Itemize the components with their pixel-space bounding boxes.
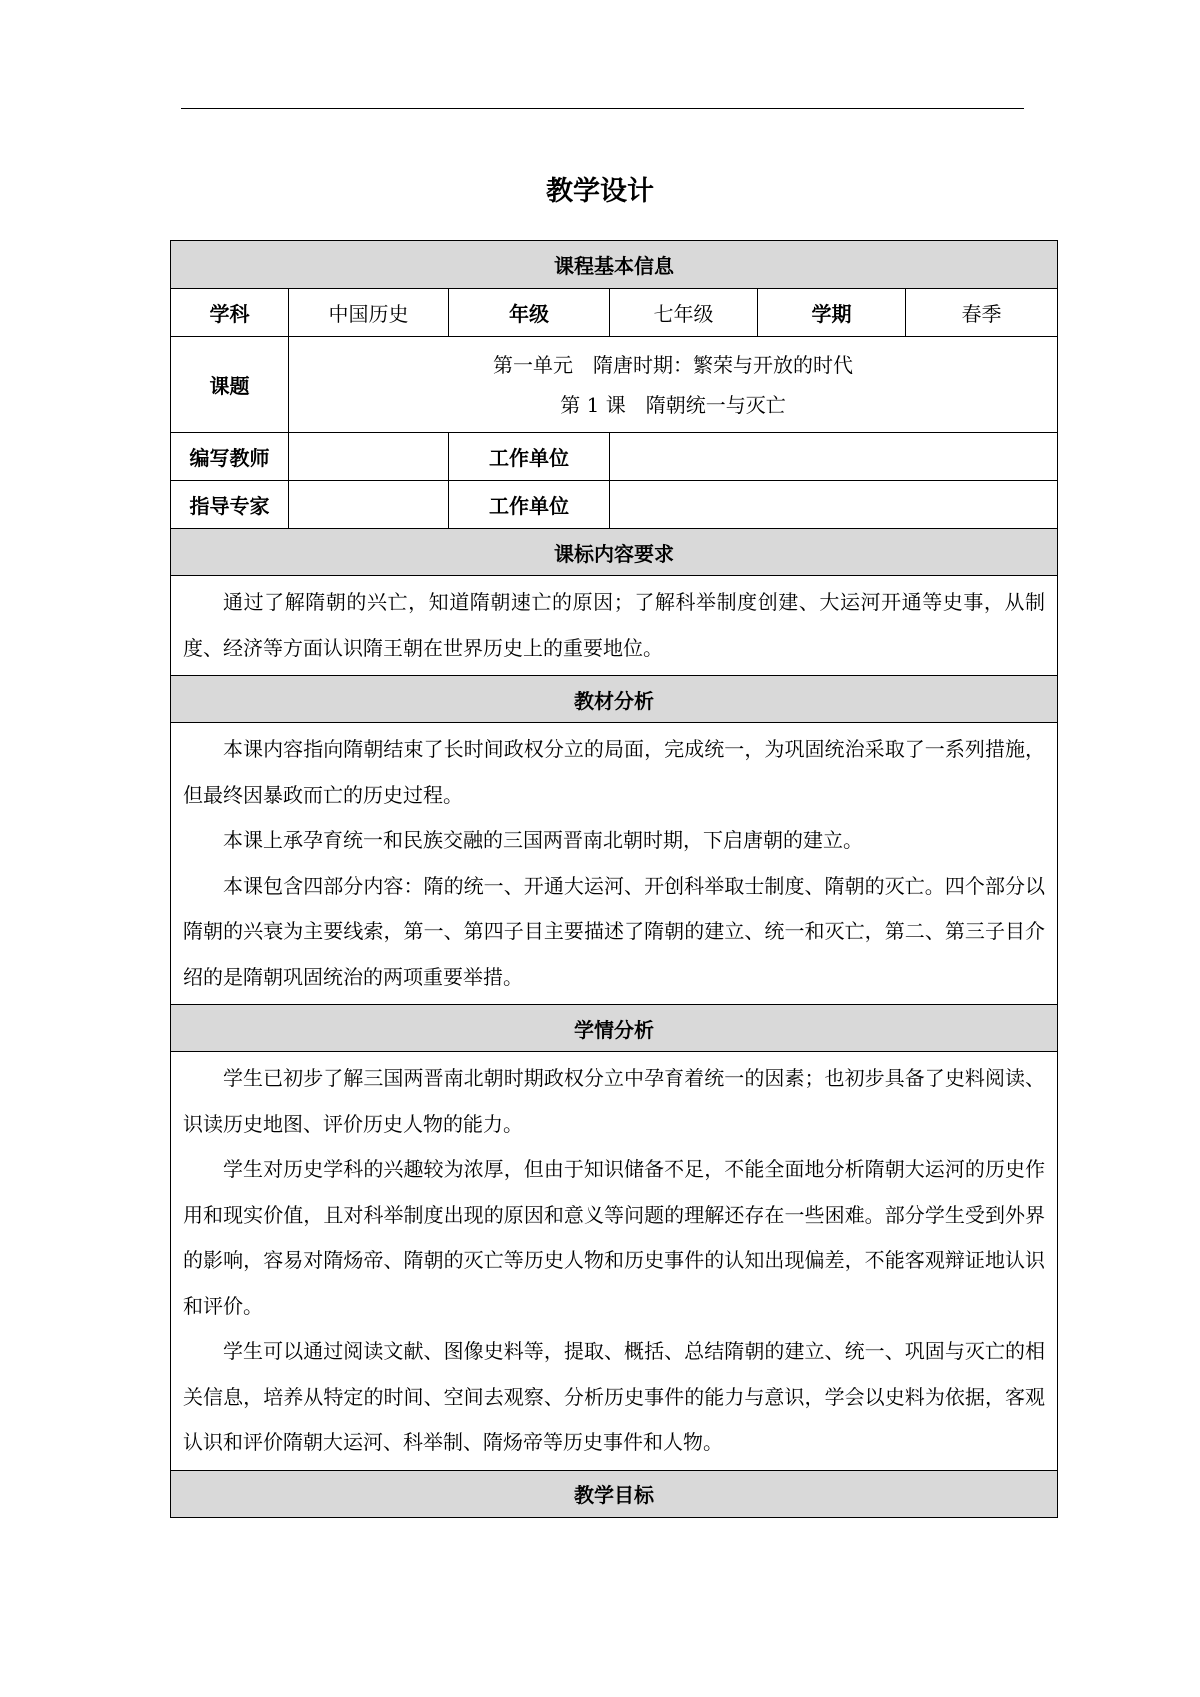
teacher-row [171,433,1058,481]
teacher-unit-value [610,433,1058,481]
term-label: 学期 [758,289,906,337]
topic-value [289,337,1058,433]
subject-label: 学科 [171,289,289,337]
expert-unit-label: 工作单位 [449,481,610,529]
teacher-label: 编写教师 [171,433,289,481]
expert-label: 指导专家 [171,481,289,529]
basic-info-header-row [171,241,1058,289]
topic-unit: 第一单元 隋唐时期：繁荣与开放的时代 [493,352,854,377]
textbook-header: 教材分析 [171,676,1058,723]
grade-label: 年级 [449,289,610,337]
textbook-paragraph: 本课包含四部分内容：隋的统一、开通大运河、开创科举取士制度、隋朝的灭亡。四个部分以隋朝的兴衰为主要线索，第一、第四子目主要描述了隋朝的建立、统一和灭亡，第二、第三子目介绍的是隋朝巩固统治的两项重要举措。 [183,873,1046,989]
textbook-paragraph: 本课内容指向隋朝结束了长时间政权分立的局面，完成统一，为巩固统治采取了一系列措施，但最终因暴政而亡的历史过程。 [183,737,1046,807]
teacher-value [289,433,449,481]
document-title: 教学设计 [546,176,654,207]
basic-info-header: 课程基本信息 [171,241,1058,289]
term-value: 春季 [906,289,1058,337]
students-paragraph: 学生已初步了解三国两晋南北朝时期政权分立中孕育着统一的因素；也初步具备了史料阅读、识读历史地图、评价历史人物的能力。 [183,1066,1046,1136]
objectives-header: 教学目标 [171,1470,1058,1517]
curriculum-header-row [171,529,1058,576]
students-paragraph: 学生可以通过阅读文献、图像史料等，提取、概括、总结隋朝的建立、统一、巩固与灭亡的相关信息，培养从特定的时间、空间去观察、分析历史事件的能力与意识，学会以史料为依据，客观认识和评价隋朝大运河、科举制、隋炀帝等历史事件和人物。 [183,1339,1046,1454]
subject-value: 中国历史 [289,289,449,337]
students-body [171,1052,1058,1471]
teacher-unit-label: 工作单位 [449,433,610,481]
students-body-row [171,1052,1058,1471]
topic-label: 课题 [171,337,289,433]
textbook-header-row [171,676,1058,723]
expert-unit-value [610,481,1058,529]
lesson-design-table [170,240,1058,1518]
students-header: 学情分析 [171,1005,1058,1052]
grade-value: 七年级 [610,289,758,337]
curriculum-body-row [171,576,1058,676]
expert-row [171,481,1058,529]
curriculum-body [171,576,1058,676]
header-rule [181,108,1024,109]
curriculum-header: 课标内容要求 [171,529,1058,576]
textbook-body-row [171,723,1058,1005]
textbook-body [171,723,1058,1005]
objectives-header-row [171,1470,1058,1517]
students-paragraph: 学生对历史学科的兴趣较为浓厚，但由于知识储备不足，不能全面地分析隋朝大运河的历史作用和现实价值，且对科举制度出现的原因和意义等问题的理解还存在一些困难。部分学生受到外界的影响，容易对隋炀帝、隋朝的灭亡等历史人物和历史事件的认知出现偏差，不能客观辩证地认识和评价。 [183,1157,1046,1318]
curriculum-paragraph: 通过了解隋朝的兴亡，知道隋朝速亡的原因；了解科举制度创建、大运河开通等史事，从制度、经济等方面认识隋王朝在世界历史上的重要地位。 [183,590,1046,660]
students-header-row [171,1005,1058,1052]
topic-lesson: 第 1 课 隋朝统一与灭亡 [560,392,786,417]
topic-row [171,337,1058,433]
expert-value [289,481,449,529]
textbook-paragraph: 本课上承孕育统一和民族交融的三国两晋南北朝时期，下启唐朝的建立。 [223,828,863,852]
subject-row [171,289,1058,337]
